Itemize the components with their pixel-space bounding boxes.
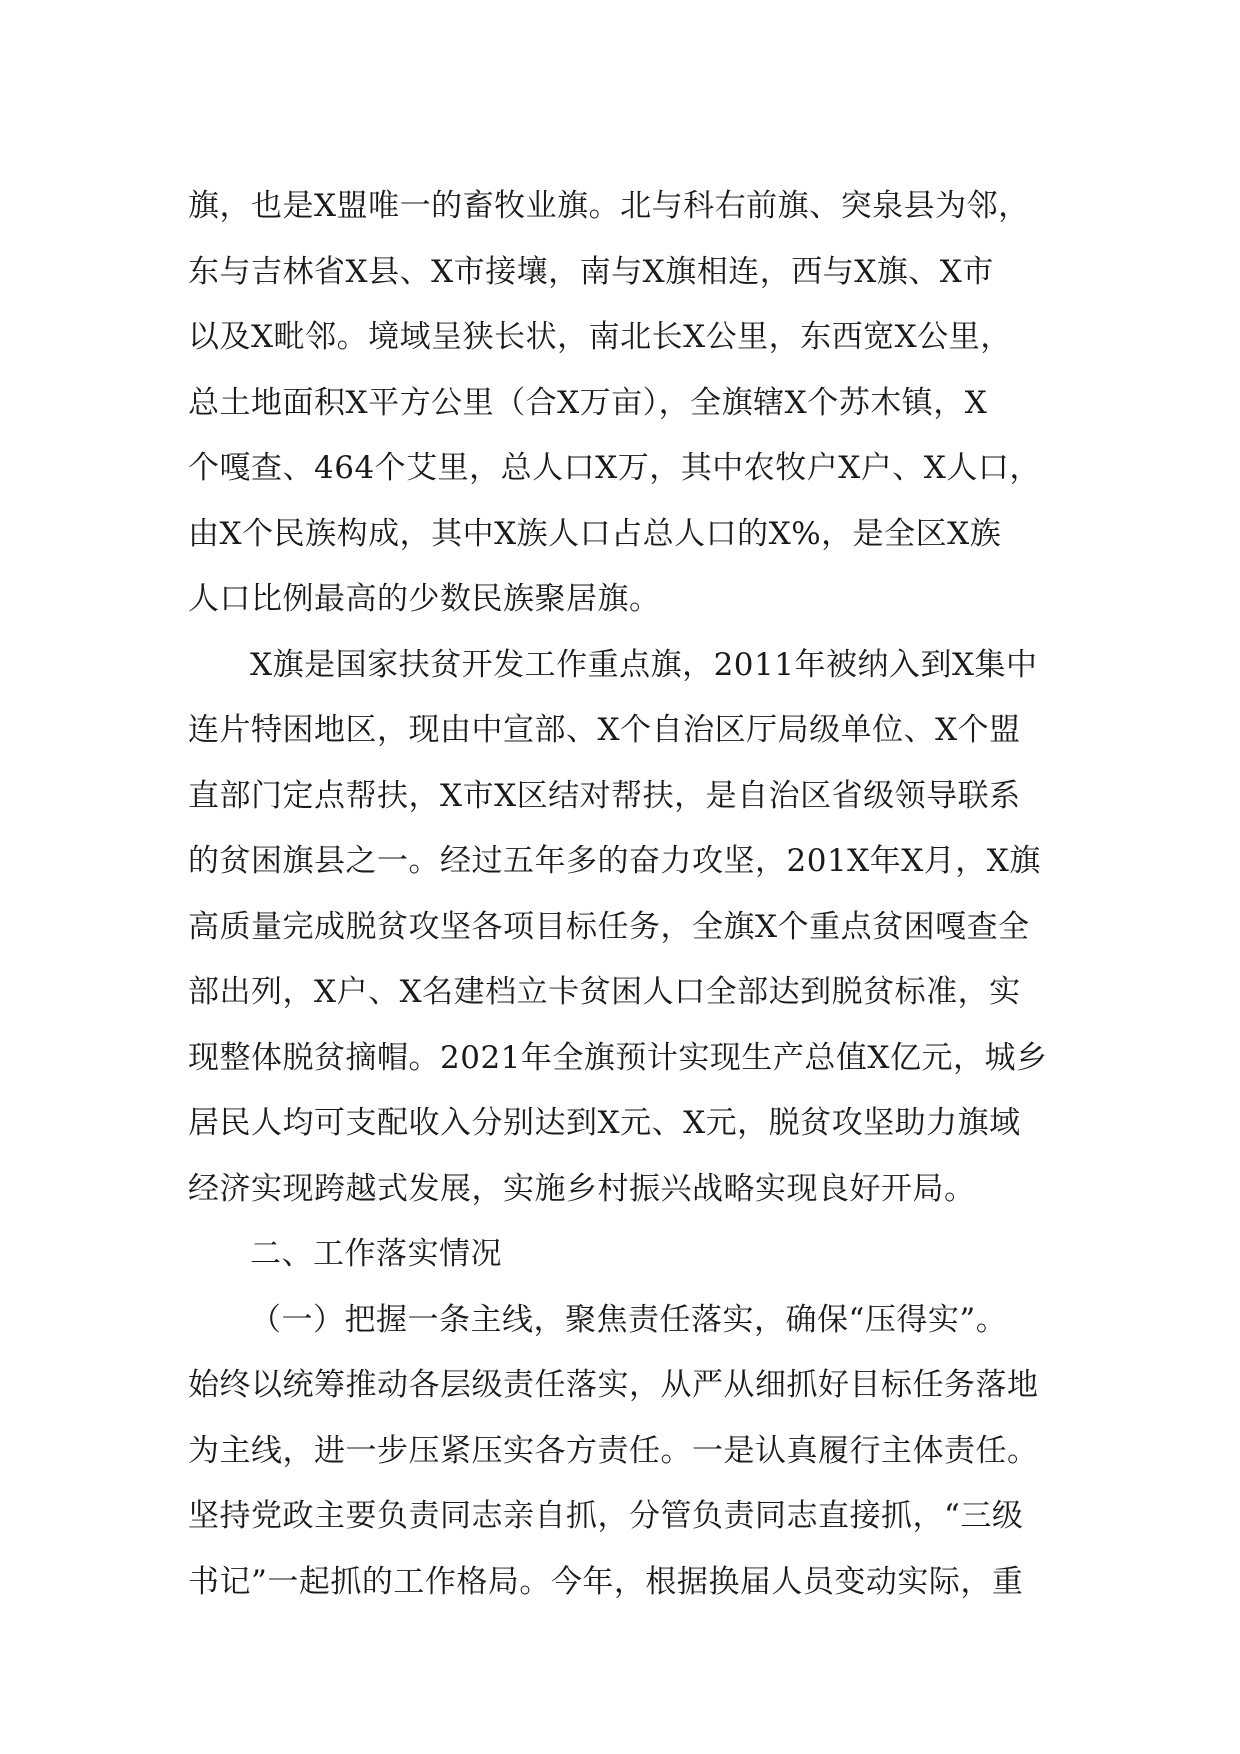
text-line: 直部门定点帮扶，X市X区结对帮扶，是自治区省级领导联系 <box>188 777 1021 814</box>
text-line: 部出列，X户、X名建档立卡贫困人口全部达到脱贫标准，实 <box>188 974 1021 1010</box>
text-line: 现整体脱贫摘帽。2021年全旗预计实现生产总值X亿元，城乡 <box>188 1039 1048 1076</box>
subsection-heading: （一）把握一条主线，聚焦责任落实，确保“压得实”。 <box>250 1301 1008 1338</box>
text-line: 个嘎查、464个艾里，总人口X万，其中农牧户X户、X人口， <box>188 450 1041 486</box>
text-line: 东与吉林省X县、X市接壤，南与X旗相连，西与X旗、X市 <box>188 253 994 290</box>
text-line: 总土地面积X平方公里（合X万亩），全旗辖X个苏木镇，X <box>188 384 988 421</box>
text-line: 经济实现跨越式发展，实施乡村振兴战略实现良好开局。 <box>188 1170 976 1207</box>
text-line: 书记”一起抓的工作格局。今年，根据换届人员变动实际，重 <box>188 1563 1024 1600</box>
text-line: 坚持党政主要负责同志亲自抓，分管负责同志直接抓，“三级 <box>188 1498 1024 1534</box>
text-line: 的贫困旗县之一。经过五年多的奋力攻坚，201X年X月，X旗 <box>188 843 1041 879</box>
text-line: 居民人均可支配收入分别达到X元、X元，脱贫攻坚助力旗域 <box>188 1105 1021 1141</box>
text-line: 以及X毗邻。境域呈狭长状，南北长X公里，东西宽X公里， <box>188 319 1012 355</box>
text-line: 始终以统筹推动各层级责任落实，从严从细抓好目标任务落地 <box>188 1367 1039 1403</box>
text-line: 旗，也是X盟唯一的畜牧业旗。北与科右前旗、突泉县为邻， <box>188 188 1030 224</box>
text-line: 为主线，进一步压紧压实各方责任。一是认真履行主体责任。 <box>188 1432 1039 1469</box>
paragraph-start-line: X旗是国家扶贫开发工作重点旗，2011年被纳入到X集中 <box>250 646 1038 683</box>
text-line: 人口比例最高的少数民族聚居旗。 <box>188 581 661 617</box>
text-line: 高质量完成脱贫攻坚各项目标任务，全旗X个重点贫困嘎查全 <box>188 908 1030 945</box>
section-heading: 二、工作落实情况 <box>250 1236 502 1272</box>
body-text <box>188 174 1068 1615</box>
text-line: 连片特困地区，现由中宣部、X个自治区厅局级单位、X个盟 <box>188 712 1021 748</box>
text-line: 由X个民族构成，其中X族人口占总人口的X%，是全区X族 <box>188 515 1002 552</box>
